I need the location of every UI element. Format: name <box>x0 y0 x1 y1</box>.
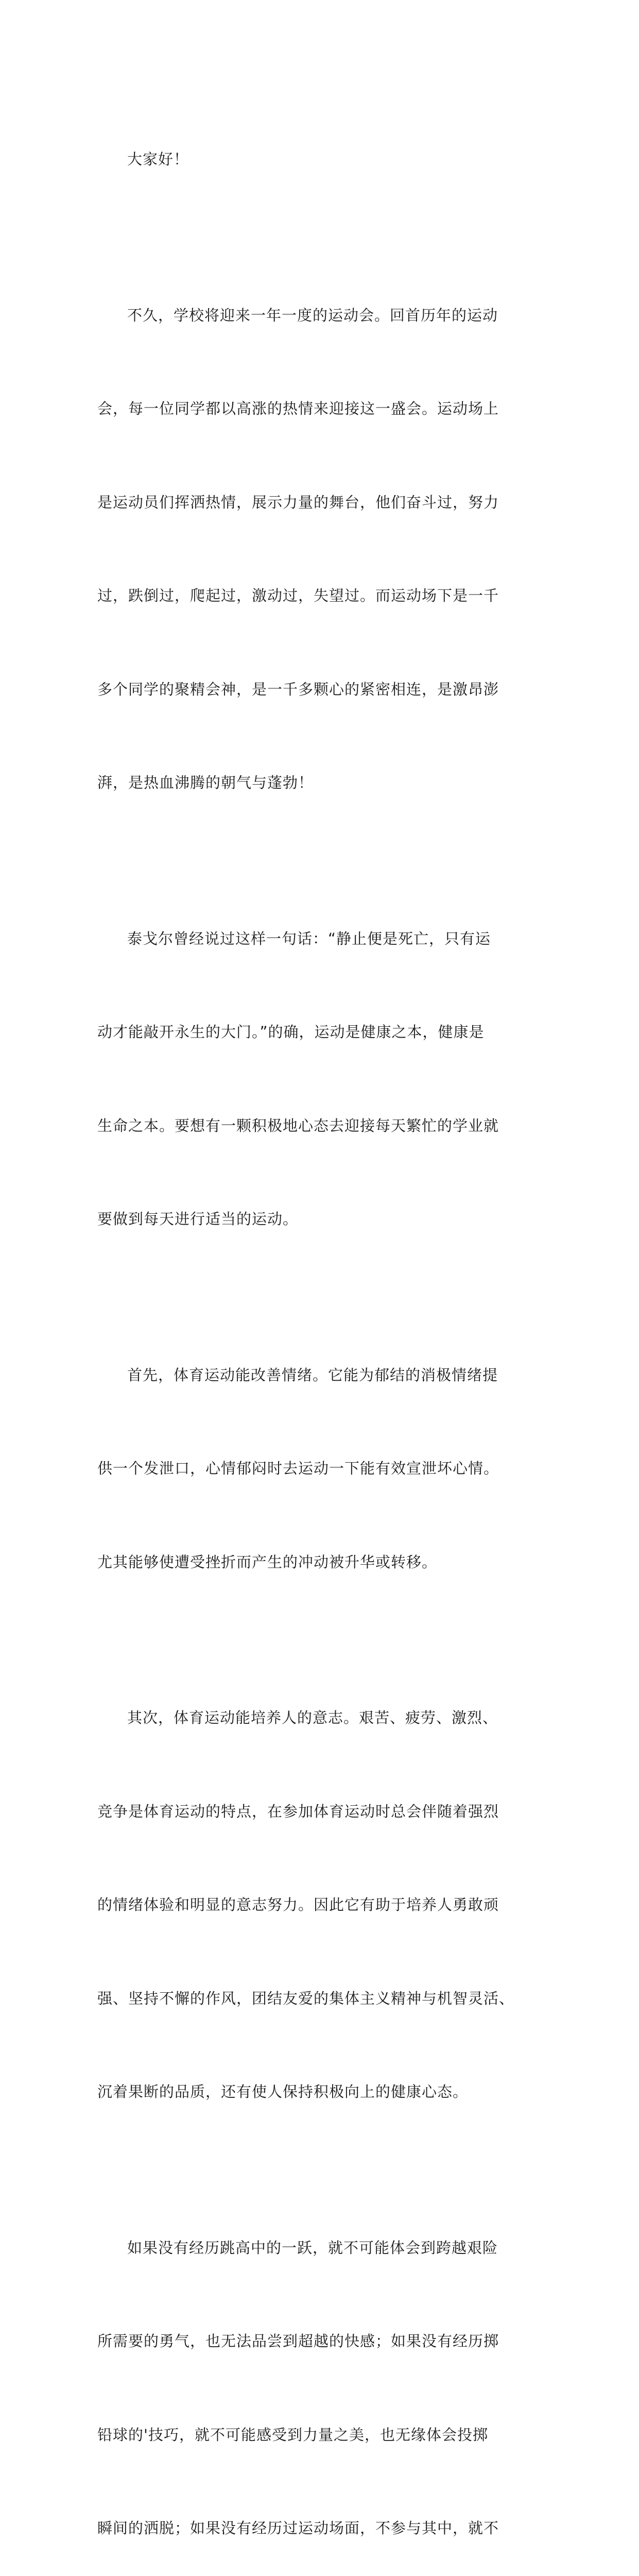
text-line: 生命之本。要想有一颗积极地心态去迎接每天繁忙的学业就 <box>97 1110 550 1142</box>
text-line: 瞬间的洒脱；如果没有经历过运动场面，不参与其中，就不 <box>97 2513 550 2544</box>
paragraph-willpower <box>97 1640 550 2170</box>
text-line: 其次，体育运动能培养人的意志。艰苦、疲劳、激烈、 <box>97 1702 550 1734</box>
paragraph-mood <box>97 1297 550 1640</box>
text-line: 过，跌倒过，爬起过，激动过，失望过。而运动场下是一千 <box>97 580 550 612</box>
text-line: 不久，学校将迎来一年一度的运动会。回首历年的运动 <box>97 300 550 331</box>
text-line: 会，每一位同学都以高涨的热情来迎接这一盛会。运动场上 <box>97 393 550 425</box>
text-line: 是运动员们挥洒热情，展示力量的舞台，他们奋斗过，努力 <box>97 487 550 518</box>
text-line: 尤其能够使遭受挫折而产生的冲动被升华或转移。 <box>97 1547 550 1578</box>
text-line: 铅球的'技巧，就不可能感受到力量之美，也无缘体会投掷 <box>97 2419 550 2451</box>
text-line: 大家好！ <box>97 144 550 175</box>
paragraph-experience <box>97 2170 550 2576</box>
text-line: 如果没有经历跳高中的一跃，就不可能体会到跨越艰险 <box>97 2232 550 2264</box>
text-line: 多个同学的聚精会神，是一千多颗心的紧密相连，是激昂澎 <box>97 674 550 705</box>
text-line: 竞争是体育运动的特点，在参加体育运动时总会伴随着强烈 <box>97 1796 550 1827</box>
paragraph-greeting <box>97 81 550 238</box>
paragraph-tagore-quote <box>97 861 550 1297</box>
text-line: 湃，是热血沸腾的朝气与蓬勃！ <box>97 767 550 799</box>
document-page <box>0 0 639 904</box>
text-line: 强、坚持不懈的作风，团结友爱的集体主义精神与机智灵活、 <box>97 1983 550 2014</box>
text-line: 供一个发泄口，心情郁闷时去运动一下能有效宣泄坏心情。 <box>97 1453 550 1484</box>
paragraph-sports-meet <box>97 238 550 861</box>
text-line: 要做到每天进行适当的运动。 <box>97 1204 550 1235</box>
document-body <box>97 81 550 2576</box>
text-line: 泰戈尔曾经说过这样一句话：“静止便是死亡，只有运 <box>97 923 550 955</box>
text-line: 所需要的勇气，也无法品尝到超越的快感；如果没有经历掷 <box>97 2326 550 2357</box>
text-line: 首先，体育运动能改善情绪。它能为郁结的消极情绪提 <box>97 1360 550 1391</box>
text-line: 沉着果断的品质，还有使人保持积极向上的健康心态。 <box>97 2076 550 2108</box>
text-line: 的情绪体验和明显的意志努力。因此它有助于培养人勇敢顽 <box>97 1889 550 1921</box>
text-line: 动才能敲开永生的大门。”的确，运动是健康之本，健康是 <box>97 1016 550 1048</box>
